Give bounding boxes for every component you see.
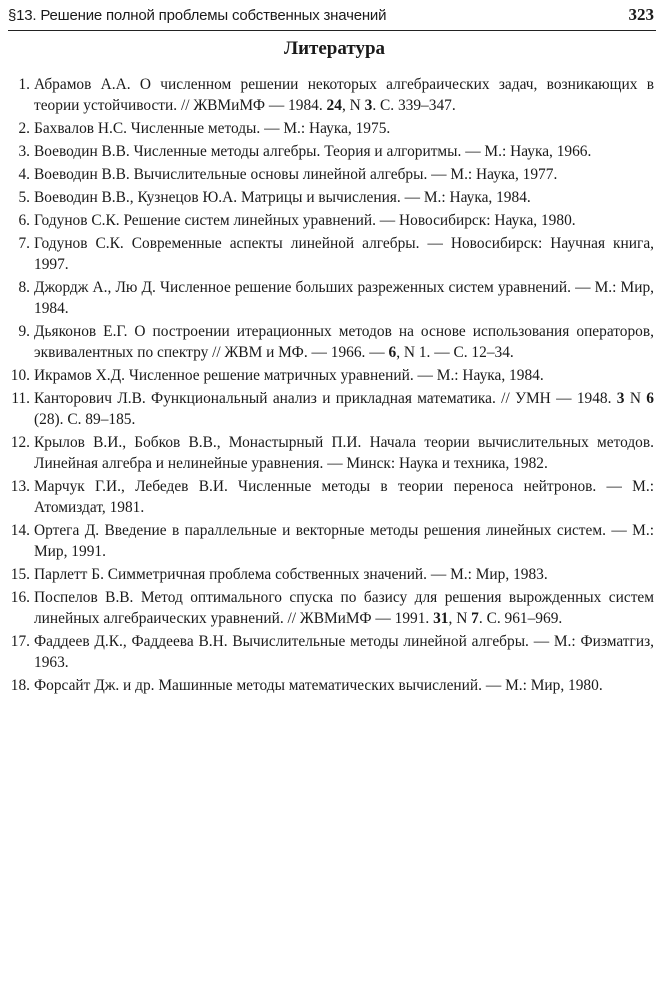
- reference-item: [8, 74, 654, 116]
- reference-item: [8, 210, 654, 231]
- reference-text-part: , N: [448, 610, 472, 628]
- reference-item: [8, 141, 654, 162]
- reference-text-part: Джордж А., Лю Д. Численное решение больших разреженных систем уравнений. — М.: Мир, 1984.: [34, 278, 654, 317]
- reference-text-part: Крылов В.И., Бобков В.В., Монастырный П.И. Начала теории вычислительных методов. Линейная алгебра и нелинейные уравнения. — Минск: Наука и техника, 1982.: [34, 433, 654, 473]
- reference-text-part: Канторович Л.В. Функциональный анализ и прикладная математика. // УМН — 1948.: [34, 389, 617, 407]
- reference-text-part: Воеводин В.В. Вычислительные основы линейной алгебры. — М.: Наука, 1977.: [34, 165, 558, 183]
- reference-number: 13.: [10, 477, 30, 495]
- reference-list: [8, 74, 654, 698]
- reference-number: 7.: [18, 234, 30, 252]
- reference-bold-part: 7: [471, 610, 479, 628]
- reference-number: 14.: [10, 522, 30, 539]
- reference-number: 15.: [10, 566, 30, 584]
- reference-item: [8, 233, 654, 275]
- reference-text: [34, 390, 654, 428]
- reference-item: [8, 587, 654, 629]
- reference-text-part: Поспелов В.В. Метод оптимального спуска по базису для решения вырожденных систем линейных алгебраических уравнений. // ЖВМиМФ — 1991.: [34, 588, 654, 628]
- reference-text-part: Воеводин В.В., Кузнецов Ю.А. Матрицы и вычисления. — М.: Наука, 1984.: [34, 188, 531, 206]
- header-title: §13. Решение полной проблемы собственных значений: [8, 7, 387, 24]
- reference-item: [8, 432, 654, 474]
- reference-text-part: Дьяконов Е.Г. О построении итерационных методов на основе использования операторов, эквивалентных по спектру // ЖВМ и МФ. — 1966. —: [34, 322, 654, 361]
- reference-text-part: , N: [341, 97, 365, 115]
- reference-text-part: Парлетт Б. Симметричная проблема собственных значений. — М.: Мир, 1983.: [34, 566, 548, 584]
- reference-item: [8, 564, 654, 585]
- reference-number: 2.: [18, 120, 30, 138]
- reference-number: 9.: [18, 322, 30, 340]
- reference-text-part: , N 1. — С. 12–34.: [396, 343, 514, 361]
- reference-item: [8, 277, 654, 319]
- reference-bold-part: 31: [433, 610, 449, 628]
- reference-number: 4.: [18, 165, 30, 183]
- reference-text-part: Фаддеев Д.К., Фаддеева В.Н. Вычислительные методы линейной алгебры. — М.: Физматгиз, 1963.: [34, 633, 654, 672]
- reference-number: 10.: [10, 366, 30, 384]
- reference-text: [34, 76, 654, 114]
- reference-text: [34, 323, 654, 361]
- reference-item: [8, 187, 654, 208]
- reference-text: [34, 478, 654, 516]
- reference-text-part: Форсайт Дж. и др. Машинные методы математических вычислений. — М.: Мир, 1980.: [34, 677, 603, 695]
- reference-number: 1.: [18, 76, 30, 93]
- reference-text: [34, 589, 654, 627]
- reference-text: [34, 434, 654, 472]
- reference-text-part: Бахвалов Н.С. Численные методы. — М.: Наука, 1975.: [34, 120, 391, 138]
- reference-text: [34, 279, 654, 317]
- reference-number: 6.: [18, 211, 30, 229]
- reference-item: [8, 365, 654, 386]
- reference-text: [34, 633, 654, 671]
- reference-item: [8, 321, 654, 363]
- reference-text: [34, 189, 531, 206]
- reference-text-part: Годунов С.К. Современные аспекты линейной алгебры. — Новосибирск: Научная книга, 1997.: [34, 234, 654, 273]
- reference-text-part: . С. 339–347.: [372, 97, 456, 115]
- reference-text-part: (28). С. 89–185.: [34, 410, 136, 428]
- reference-text: [34, 367, 544, 384]
- reference-bold-part: 3: [364, 97, 373, 115]
- reference-text: [34, 235, 654, 273]
- reference-item: [8, 520, 654, 562]
- reference-bold-part: 24: [326, 97, 342, 115]
- reference-text: [34, 166, 557, 183]
- reference-text-part: Ортега Д. Введение в параллельные и векторные методы решения линейных систем. — М.: Мир, 1991.: [34, 522, 654, 561]
- reference-item: [8, 164, 654, 185]
- page-number: 323: [628, 5, 654, 24]
- reference-text-part: Икрамов Х.Д. Численное решение матричных уравнений. — М.: Наука, 1984.: [34, 366, 544, 384]
- reference-text-part: Воеводин В.В. Численные методы алгебры. Теория и алгоритмы. — М.: Наука, 1966.: [34, 142, 592, 160]
- reference-number: 17.: [10, 633, 30, 651]
- reference-item: [8, 118, 654, 139]
- reference-text: [34, 212, 576, 229]
- reference-number: 18.: [10, 677, 30, 695]
- reference-item: [8, 631, 654, 673]
- reference-text: [34, 522, 654, 560]
- reference-text: [34, 120, 390, 137]
- reference-bold-part: 3: [616, 389, 625, 407]
- reference-item: [8, 388, 654, 430]
- reference-text-part: N: [624, 389, 647, 407]
- reference-text-part: Годунов С.К. Решение систем линейных уравнений. — Новосибирск: Наука, 1980.: [34, 211, 576, 229]
- running-header: [8, 4, 656, 31]
- reference-bold-part: 6: [388, 343, 397, 361]
- reference-number: 3.: [18, 142, 30, 160]
- reference-text-part: . С. 961–969.: [478, 610, 563, 628]
- reference-item: [8, 675, 654, 696]
- reference-number: 12.: [10, 433, 30, 451]
- reference-text: [34, 143, 591, 160]
- reference-number: 5.: [18, 188, 30, 206]
- reference-number: 8.: [18, 278, 30, 296]
- reference-text-part: Абрамов А.А. О численном решении некоторых алгебраических задач, возникающих в теории устойчивости. // ЖВМиМФ — 1984.: [34, 76, 654, 115]
- section-title: Литература: [283, 38, 386, 59]
- reference-text-part: Марчук Г.И., Лебедев В.И. Численные методы в теории переноса нейтронов. — М.: Атомиздат, 1981.: [34, 477, 654, 517]
- reference-number: 11.: [11, 389, 30, 407]
- reference-item: [8, 476, 654, 518]
- reference-number: 16.: [10, 588, 30, 606]
- reference-text: [34, 677, 603, 694]
- reference-text: [34, 566, 548, 583]
- reference-bold-part: 6: [646, 389, 654, 407]
